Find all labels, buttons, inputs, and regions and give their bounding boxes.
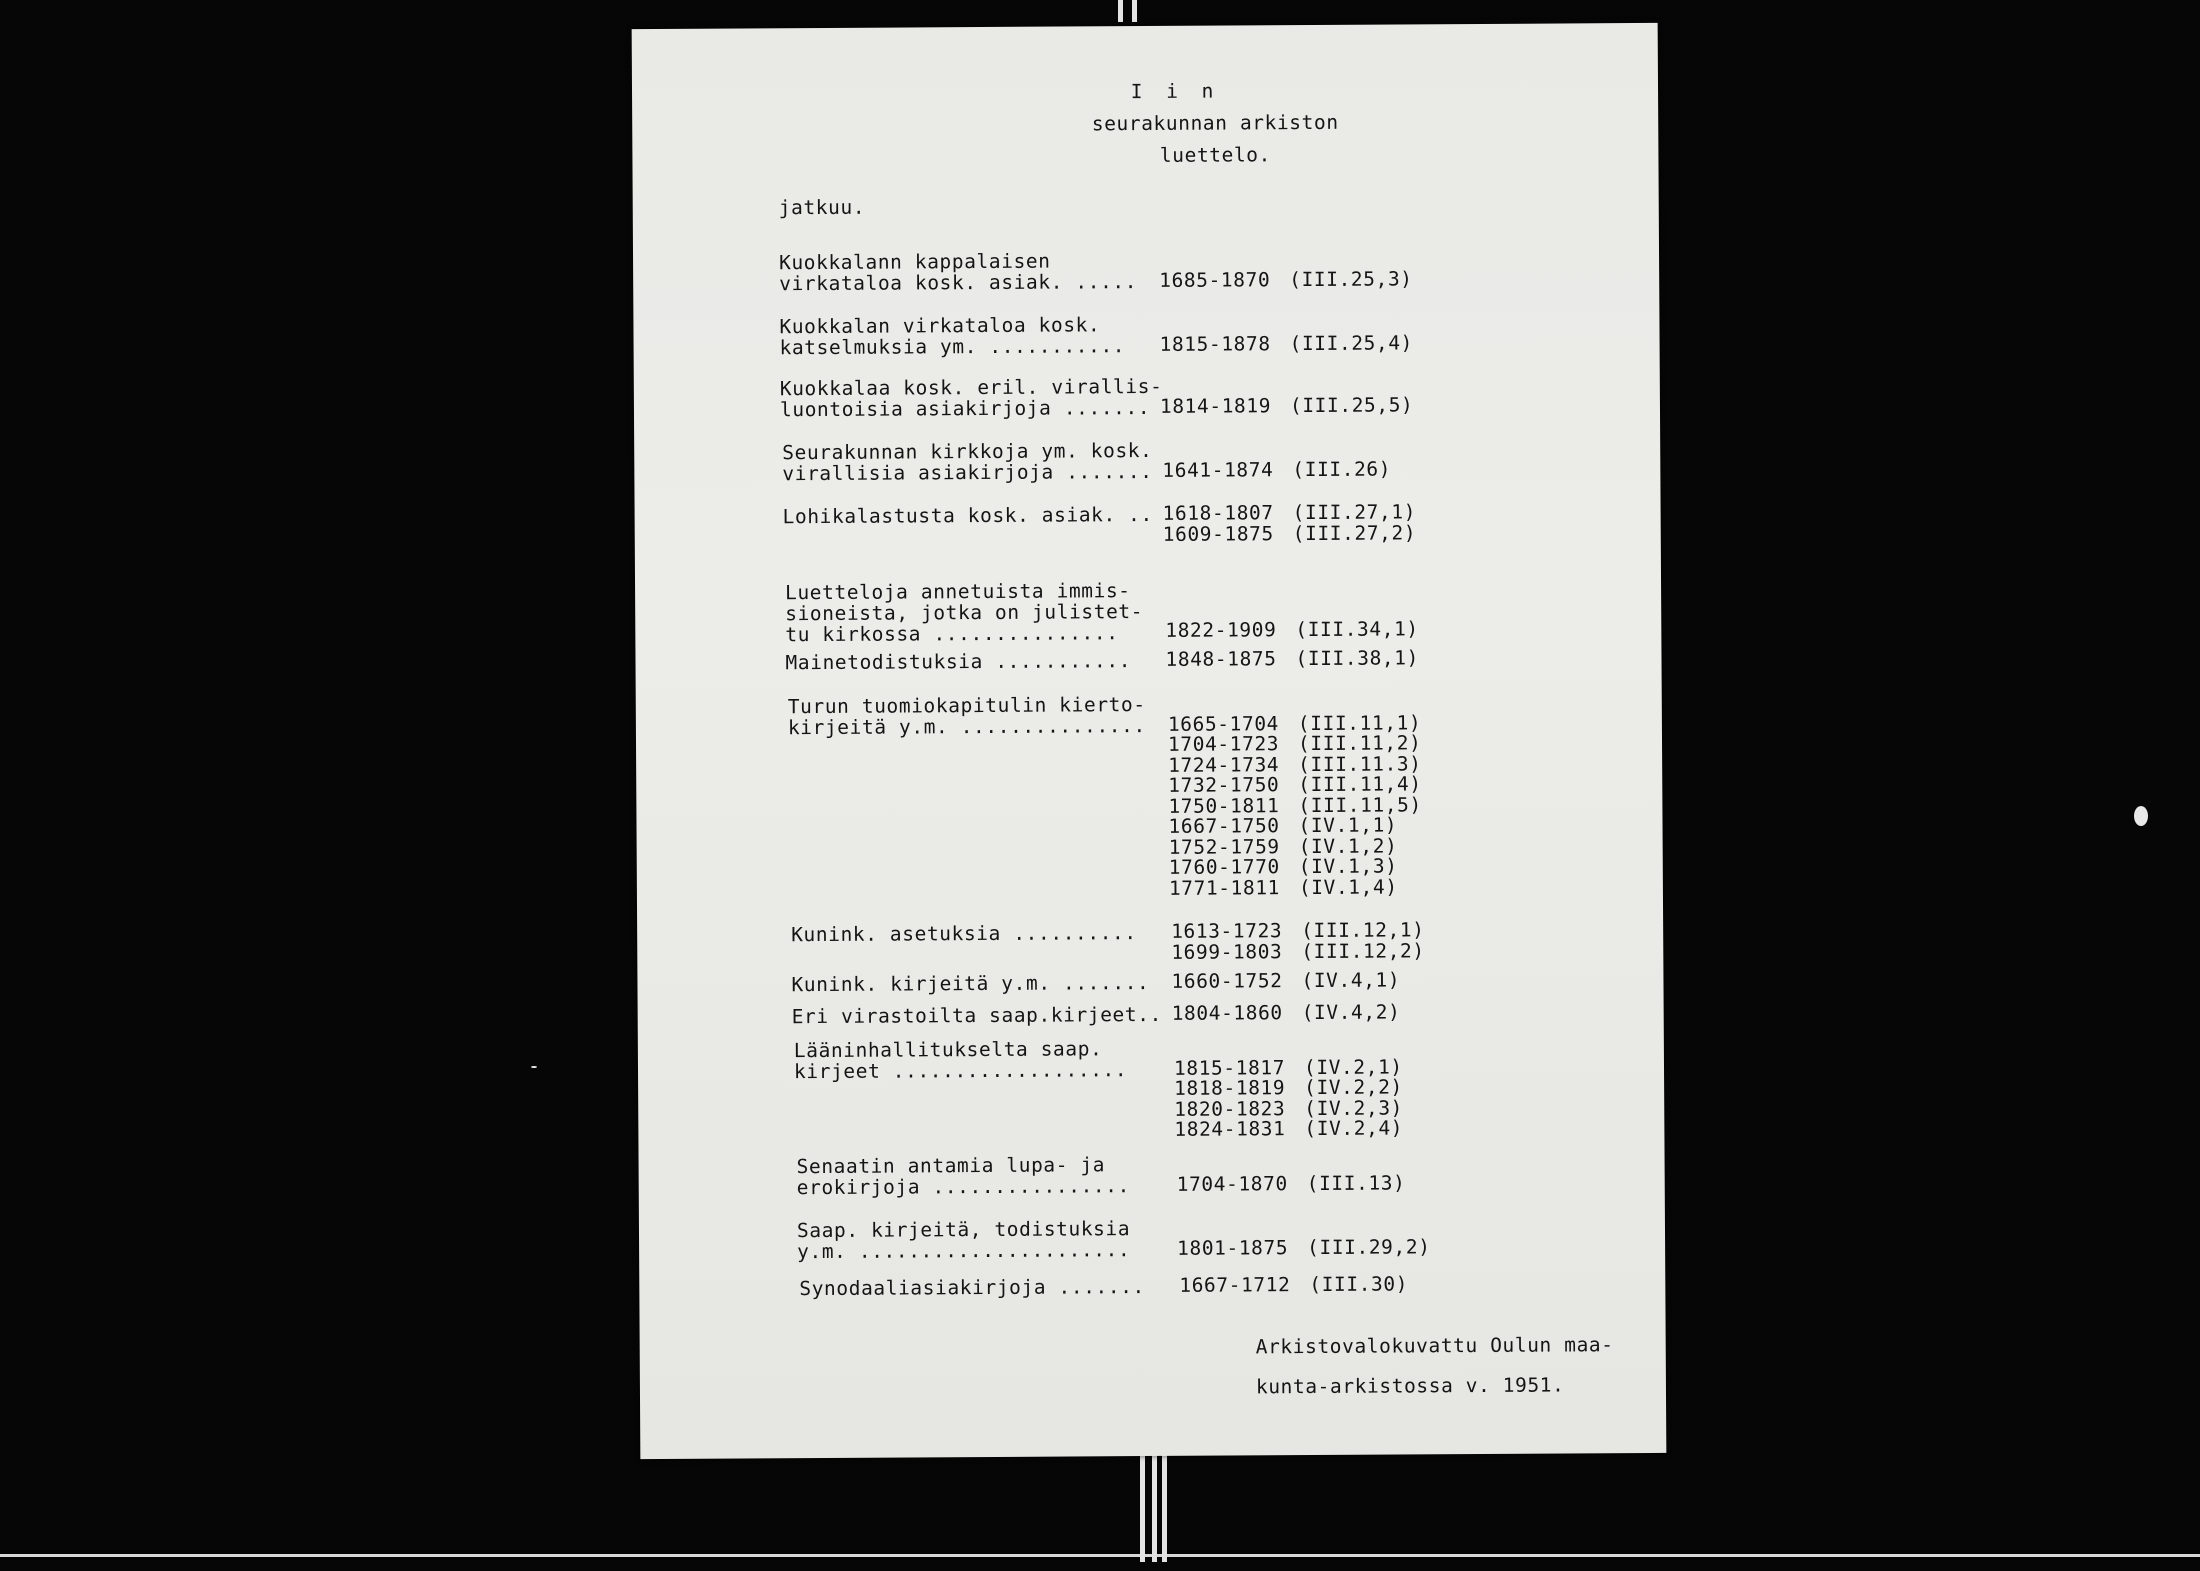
archive-entry <box>796 1152 1497 1200</box>
entry-description-line: Turun tuomiokapitulin kierto- <box>787 693 1146 719</box>
year-range: 1699-1803 <box>1171 939 1283 964</box>
film-speck <box>531 1066 537 1068</box>
archive-entry <box>791 1000 1492 1029</box>
entry-description <box>785 650 1180 673</box>
archive-reference: (IV.1,1) <box>1298 813 1398 838</box>
year-range: 1685-1870 <box>1159 268 1271 292</box>
binding-mark-bottom <box>1152 1452 1157 1562</box>
archive-entry <box>787 692 1488 900</box>
entry-year-ranges <box>1160 396 1280 417</box>
archive-reference: (III.11,4) <box>1298 772 1422 797</box>
year-range: 1750-1811 <box>1168 793 1280 818</box>
year-range <box>1168 693 1288 714</box>
entry-archive-refs <box>1290 333 1430 354</box>
archive-reference: (IV.4,2) <box>1301 1000 1401 1025</box>
year-range: 1804-1860 <box>1171 1001 1283 1025</box>
entry-archive-refs <box>1293 502 1433 544</box>
archive-reference: (IV.2,4) <box>1304 1116 1404 1141</box>
entry-description <box>782 440 1177 484</box>
entry-description-line: Lohikalastusta kosk. asiak. .. <box>782 502 1153 529</box>
year-range: 1704-1870 <box>1176 1171 1288 1196</box>
entry-year-ranges <box>1171 921 1291 963</box>
entry-year-ranges <box>1179 1275 1299 1296</box>
entry-year-ranges <box>1159 270 1279 291</box>
archive-reference: (III.34,1) <box>1295 617 1419 642</box>
entry-year-ranges <box>1162 460 1282 481</box>
entry-description-line: Kuokkalann kappalaisen <box>779 249 1051 275</box>
archive-reference: (III.11,2) <box>1297 731 1422 756</box>
archive-entry <box>796 1216 1497 1264</box>
year-range: 1824-1831 <box>1174 1117 1286 1141</box>
entry-description-line: Lääninhallitukselta saap. <box>793 1037 1103 1063</box>
binding-mark-bottom <box>1140 1452 1145 1562</box>
year-range <box>1165 579 1285 600</box>
footer-line: kunta-arkistossa v. 1951. <box>1255 1373 1565 1399</box>
archive-entry <box>793 1036 1494 1141</box>
entry-description <box>779 250 1174 294</box>
archive-reference: (III.30) <box>1309 1272 1409 1297</box>
archive-reference: (III.38,1) <box>1295 646 1419 671</box>
archive-reference: (IV.1,3) <box>1298 854 1398 879</box>
year-range: 1613-1723 <box>1171 919 1283 943</box>
document-page <box>632 23 1667 1459</box>
year-range: 1818-1819 <box>1174 1076 1286 1100</box>
archive-reference: (III.11.3) <box>1298 751 1422 776</box>
entry-description <box>794 1038 1189 1082</box>
archive-entry <box>785 646 1485 675</box>
entry-archive-refs <box>1295 578 1435 640</box>
film-speck <box>2134 806 2148 826</box>
year-range <box>1177 1153 1297 1174</box>
entry-archive-refs <box>1309 1274 1449 1295</box>
entry-description <box>791 922 1186 945</box>
entry-description <box>783 504 1178 527</box>
year-range: 1752-1759 <box>1168 834 1280 859</box>
entry-description <box>780 376 1175 420</box>
entry-description <box>791 972 1186 995</box>
entry-description-line: Kunink. kirjeitä y.m. ....... <box>791 971 1150 997</box>
entry-description <box>799 1276 1194 1299</box>
year-range: 1667-1712 <box>1179 1273 1291 1297</box>
year-range: 1618-1807 <box>1162 501 1274 525</box>
archive-reference: (III.26) <box>1292 457 1392 482</box>
year-range: 1815-1878 <box>1159 332 1271 356</box>
year-range: 1667-1750 <box>1168 814 1280 838</box>
archive-reference: (IV.1,4) <box>1298 874 1398 899</box>
archive-reference: (III.13) <box>1306 1170 1406 1195</box>
entry-description-line: kirjeet ................... <box>793 1058 1128 1084</box>
entry-year-ranges <box>1177 1217 1297 1259</box>
entry-description-line: katselmuksia ym. ........... <box>779 334 1126 360</box>
archive-reference: (III.25,5) <box>1289 393 1414 418</box>
binding-mark-top <box>1132 0 1137 22</box>
entry-year-ranges <box>1174 1037 1295 1140</box>
year-range: 1665-1704 <box>1167 711 1280 736</box>
year-range: 1848-1875 <box>1165 647 1277 671</box>
archive-reference: (III.11,1) <box>1297 710 1422 735</box>
year-range: 1704-1723 <box>1167 732 1280 756</box>
entry-description <box>785 580 1180 645</box>
year-range: 1660-1752 <box>1171 969 1283 993</box>
film-edge-line <box>0 1554 2200 1557</box>
entry-archive-refs <box>1307 1216 1447 1258</box>
entry-description-line: virkataloa kosk. asiak. ..... <box>779 270 1138 296</box>
entry-description <box>788 694 1183 738</box>
binding-mark-bottom <box>1162 1452 1167 1562</box>
entry-description-line: luontoisia asiakirjoja ....... <box>779 395 1151 422</box>
entry-archive-refs <box>1289 269 1429 290</box>
entry-description-line: virallisia asiakirjoja ....... <box>782 459 1153 486</box>
archive-entry <box>799 1272 1499 1301</box>
entry-description-line: Kuokkalaa kosk. eril. virallis- <box>779 374 1163 401</box>
archive-entry <box>779 312 1479 360</box>
entry-description-line: Kuokkalan virkataloa kosk. <box>779 313 1101 339</box>
archive-reference: (III.12,1) <box>1301 918 1425 943</box>
entry-description <box>797 1154 1192 1198</box>
entry-year-ranges <box>1172 1003 1292 1024</box>
entry-archive-refs <box>1295 648 1435 669</box>
entry-archive-refs <box>1301 920 1441 962</box>
continued-label: jatkuu. <box>778 195 866 220</box>
entry-year-ranges <box>1165 649 1285 670</box>
entry-description-line: Saap. kirjeitä, todistuksia <box>796 1217 1131 1243</box>
year-range: 1815-1817 <box>1173 1055 1286 1080</box>
document-subtitle: seurakunnan arkiston <box>1091 110 1339 136</box>
entry-archive-refs <box>1301 970 1441 991</box>
entry-year-ranges <box>1165 579 1285 641</box>
archive-reference <box>1295 578 1435 599</box>
archive-entry <box>782 438 1482 486</box>
document-text <box>632 23 1667 1459</box>
entry-archive-refs <box>1304 1036 1445 1139</box>
year-range: 1641-1874 <box>1162 458 1274 482</box>
archive-entry <box>791 918 1491 964</box>
year-range: 1760-1770 <box>1168 855 1280 879</box>
binding-mark-top <box>1118 0 1123 22</box>
archive-reference: (IV.2,1) <box>1303 1054 1403 1079</box>
entry-archive-refs <box>1292 459 1432 480</box>
archive-reference: (IV.2,3) <box>1304 1095 1404 1120</box>
entry-description-line: erokirjoja ................ <box>796 1174 1130 1200</box>
entry-description-line: y.m. ...................... <box>797 1238 1131 1264</box>
entry-year-ranges <box>1171 971 1291 992</box>
archive-reference: (IV.1,2) <box>1298 833 1398 858</box>
archive-reference: (IV.4,1) <box>1301 968 1401 993</box>
year-range: 1820-1823 <box>1174 1096 1286 1121</box>
year-range: 1732-1750 <box>1168 773 1280 797</box>
footer-line: Arkistovalokuvattu Oulun maa- <box>1255 1333 1614 1359</box>
year-range <box>1174 1037 1294 1058</box>
archive-reference: (III.29,2) <box>1307 1234 1431 1259</box>
archive-reference <box>1307 1152 1447 1173</box>
entry-year-ranges <box>1160 334 1280 355</box>
archive-reference: (III.27,2) <box>1292 520 1417 545</box>
entry-description-line: kirjeitä y.m. ............... <box>787 714 1146 740</box>
archive-entry <box>782 500 1483 546</box>
year-range: 1814-1819 <box>1159 394 1272 418</box>
entry-year-ranges <box>1177 1153 1297 1195</box>
year-range <box>1177 1217 1297 1238</box>
archive-reference: (III.25,3) <box>1289 267 1413 292</box>
entry-description-line: Kunink. asetuksia .......... <box>791 921 1137 947</box>
archive-reference: (III.27,1) <box>1292 500 1417 525</box>
archive-reference: (III.12,2) <box>1301 938 1425 963</box>
archive-entry <box>779 374 1480 422</box>
archive-reference: (IV.2,2) <box>1304 1075 1403 1100</box>
entry-description-line: Eri virastoilta saap.kirjeet.. <box>791 1002 1162 1029</box>
entry-archive-refs <box>1290 395 1430 416</box>
document-subtitle: luettelo. <box>1159 143 1272 167</box>
archive-reference <box>1304 1036 1444 1057</box>
archive-entry <box>779 248 1479 296</box>
entry-description-line: sioneista, jotka on julistet- <box>785 600 1144 626</box>
archive-reference: (III.11,5) <box>1298 792 1422 817</box>
document-title: I i n <box>1130 79 1220 104</box>
entry-year-ranges <box>1168 693 1289 899</box>
entry-archive-refs <box>1307 1152 1447 1194</box>
entry-description <box>797 1218 1192 1262</box>
archive-footer-note <box>1256 1325 1614 1407</box>
entry-description-line: Seurakunnan kirkkoja ym. kosk. <box>782 438 1153 465</box>
entry-archive-refs <box>1298 692 1439 898</box>
year-range: 1771-1811 <box>1168 875 1281 900</box>
entry-description-line: Luetteloja annetuista immis- <box>785 579 1131 605</box>
entry-description-line: Mainetodistuksia ........... <box>785 649 1132 675</box>
entry-description <box>779 314 1174 358</box>
entry-year-ranges <box>1163 503 1283 545</box>
year-range: 1609-1875 <box>1162 521 1274 546</box>
archive-reference: (III.25,4) <box>1289 331 1414 356</box>
year-range: 1801-1875 <box>1177 1235 1289 1260</box>
entry-description-line: Synodaaliasiakirjoja ....... <box>799 1275 1145 1301</box>
entry-description-line: Senaatin antamia lupa- ja <box>796 1153 1106 1179</box>
year-range: 1724-1734 <box>1168 752 1280 777</box>
year-range: 1822-1909 <box>1165 618 1277 642</box>
archive-entry <box>791 968 1491 997</box>
archive-entry <box>785 578 1485 647</box>
entry-description-line: tu kirkossa ............... <box>785 621 1119 647</box>
entry-archive-refs <box>1302 1002 1442 1023</box>
entry-description <box>792 1004 1187 1027</box>
